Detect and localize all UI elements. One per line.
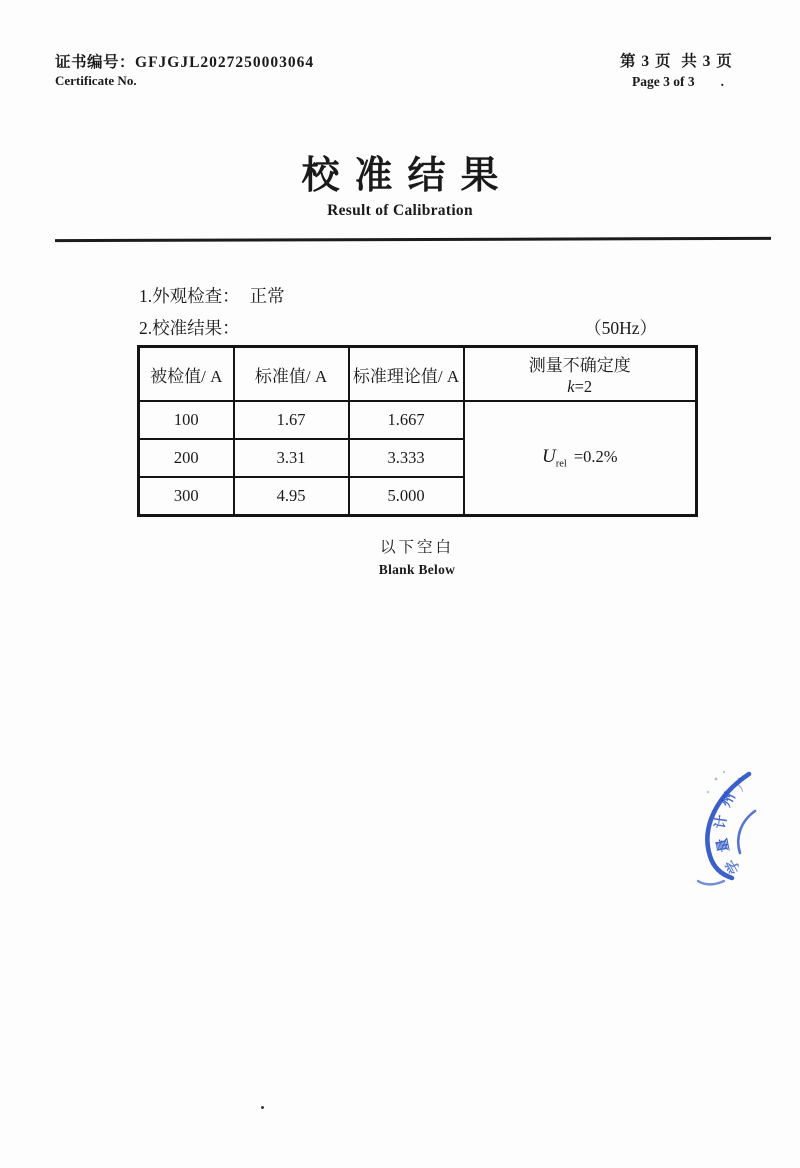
seal-character: 学 (724, 856, 744, 876)
partial-seal-stamp-icon (688, 763, 800, 893)
certificate-number-label-cn: 证书编号： (55, 54, 136, 71)
header-tested-value: 被检值/ A (139, 347, 234, 402)
calibration-results-table (137, 345, 698, 517)
page-info-block (620, 49, 733, 90)
document-title-cn: 校准结果 (301, 155, 514, 197)
cell-theoretical-2: 3.333 (349, 439, 464, 477)
visual-inspection-value: 正常 (249, 286, 285, 306)
page-info-dot: . (720, 74, 724, 89)
document-title-en: Result of Calibration (327, 202, 473, 219)
cell-tested-3: 300 (139, 477, 234, 516)
seal-arc-tail (698, 881, 724, 884)
seal-character: 广 (733, 773, 755, 795)
certificate-number-value: GFJGJL2027250003064 (135, 54, 315, 71)
blank-below-en: Blank Below (378, 562, 456, 577)
calibration-result-line (139, 315, 657, 340)
seal-ink-speck (707, 791, 710, 794)
page-info-cn: 第 3 页 共 3 页 (620, 53, 733, 70)
header-standard-theoretical-value: 标准理论值/ A (349, 347, 464, 402)
certificate-number-block (55, 50, 314, 89)
cell-standard-2: 3.31 (234, 439, 349, 477)
seal-inner-arc (738, 811, 755, 853)
seal-character: 州 (719, 790, 739, 810)
calibration-result-label: 2.校准结果： (139, 318, 240, 338)
cell-standard-1: 1.67 (234, 401, 349, 439)
certificate-number-line (55, 50, 314, 72)
page-info-en-text: Page 3 of 3 (632, 74, 695, 89)
visual-inspection-line (139, 283, 285, 308)
cell-theoretical-3: 5.000 (349, 477, 464, 516)
header-uncertainty-title: 测量不确定度 (528, 356, 631, 375)
frequency-note: （50Hz） (584, 318, 657, 338)
seal-ink-speck (723, 771, 725, 773)
cell-tested-2: 200 (139, 439, 234, 477)
cell-uncertainty-merged: $U_{rel} =0.2\%$ (464, 401, 697, 516)
table-header-row (139, 347, 697, 402)
header-standard-value: 标准值/ A (234, 347, 349, 402)
blank-below-note (17, 535, 800, 578)
scan-speck (261, 1106, 264, 1109)
blank-below-cn: 以下空白 (379, 539, 454, 556)
visual-inspection-label: 1.外观检查： (139, 286, 240, 306)
horizontal-rule (55, 237, 771, 242)
header-uncertainty (464, 347, 697, 402)
seal-character: 计 (713, 814, 731, 830)
cell-tested-1: 100 (139, 401, 234, 439)
cell-theoretical-1: 1.667 (349, 401, 464, 439)
header-uncertainty-k: k=2 (567, 377, 593, 396)
seal-character: 量 (715, 836, 733, 854)
cell-standard-3: 4.95 (234, 477, 349, 516)
table-row (139, 401, 697, 439)
seal-ink-speck (715, 778, 718, 781)
page-info-en (620, 74, 733, 90)
certificate-number-label-en: Certificate No. (55, 73, 137, 88)
